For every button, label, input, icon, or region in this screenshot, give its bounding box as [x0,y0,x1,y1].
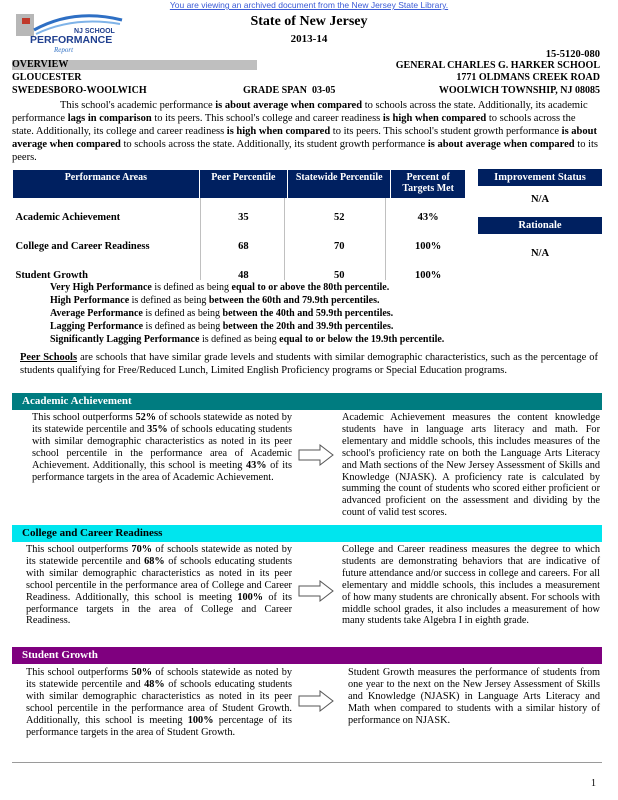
table-header-row [13,170,466,199]
header-peer-percentile: Peer Percentile [199,170,287,199]
row-area: Student Growth [15,270,88,281]
academic-achievement-summary: This school outperforms 52% of schools statewide as noted by its statewide percentile and 35% of schools educating students with similar demographic characteristics as noted in its peer school percentile in the performance area of Academic Achievement. Additionally, this school is meeting 43% of its performance targets in the area of Academic Achievement. [32,412,292,483]
performance-table [12,169,466,281]
section-header-student-growth: Student Growth [12,647,602,664]
archive-notice[interactable]: You are viewing an archived document from the New Jersey State Library. [169,0,449,10]
page-title: State of New Jersey [250,14,368,29]
table-row [13,223,466,252]
student-growth-description: Student Growth measures the performance of students from one year to the next on the New Jersey Assessment of Skills and Knowledge (NJASK) in Language Arts Literacy and Math when compared to students with a similar history of performance on NJASK. [348,667,600,726]
improvement-status-label: Improvement Status [478,169,602,186]
row-targets: 100% [415,270,442,281]
row-targets: 43% [417,212,439,223]
peer-schools-paragraph: Peer Schools are schools that have similar grade levels and students with similar demographic characteristics, such as the percentage of students qualifying for Free/Reduced Lunch, Limited English Proficiency programs or Special Education programs. [20,352,598,376]
rationale-value: N/A [530,248,550,259]
bottom-divider [12,762,602,763]
row-peer: 68 [238,241,249,252]
table-divider [200,198,201,280]
row-area: College and Career Readiness [15,241,150,252]
grade-span [243,85,335,96]
arrow-right-icon [298,580,334,602]
row-state: 50 [333,270,345,281]
row-state: 70 [333,241,345,252]
arrow-right-icon [298,690,334,712]
school-year: 2013-14 [290,33,328,45]
peer-schools-term: Peer Schools [20,352,78,363]
academic-achievement-description: Academic Achievement measures the content knowledge students have in language arts literacy and math. For elementary and middle schools, this includes measures of the school's proficiency rate on both the Language Arts Literacy and Math sections of the New Jersey Assessment of Skills and Knowledge (NJASK). A proficiency rate is calculated by summing the count of students who scored either proficient or advanced proficient on the assessment and dividing by the count of valid test scores. [342,412,600,519]
logo-line3: Report [54,46,74,54]
grade-span-label: GRADE SPAN [243,85,307,96]
table-row [13,199,466,224]
logo-line2: PERFORMANCE [30,34,113,46]
table-divider [385,198,386,280]
row-peer: 48 [238,270,249,281]
header-targets-met: Percent of Targets Met [391,170,466,199]
logo-line1: NJ SCHOOL [74,28,115,35]
district: SWEDESBORO-WOOLWICH [12,85,147,96]
school-code: 15-5120-080 [545,49,600,60]
section-header-college-career-readiness: College and Career Readiness [12,525,602,542]
definition-line: Significantly Lagging Performance is defined as being equal to or below the 19.9th percentile. [50,334,445,345]
table-divider [284,198,285,280]
row-area: Academic Achievement [15,212,121,223]
header-performance-areas: Performance Areas [13,170,200,199]
county: GLOUCESTER [12,72,82,83]
college-career-description: College and Career readiness measures the degree to which students are demonstrating behaviors that are indicative of future attendance and/or success in college and careers. For all elementary and middle schools, this includes a measurement of how many students are chronically absent. For schools with middle school grades, it also includes a measurement of how many students take Algebra I in eighth grade. [342,544,600,627]
definition-line: Very High Performance is defined as being equal to or above the 80th percentile. [50,282,390,293]
improvement-status-value: N/A [530,194,550,205]
school-name: GENERAL CHARLES G. HARKER SCHOOL [395,60,600,71]
row-targets: 100% [415,241,442,252]
page-number: 1 [591,778,596,789]
performance-definitions [50,281,444,346]
header-statewide-percentile: Statewide Percentile [288,170,391,199]
overview-label: OVERVIEW [12,60,257,70]
row-peer: 35 [238,212,249,223]
table-row [13,252,466,281]
row-state: 52 [333,212,345,223]
grade-span-value: 03-05 [311,85,336,96]
section-header-academic-achievement: Academic Achievement [12,393,602,410]
arrow-right-icon [298,444,334,466]
intro-paragraph: This school's academic performance is about average when compared to schools across the state. Additionally, its academic performance lags in comparison to its peers. This school's college and career readiness is high when compared to schools across the state. Additionally, its college and career readiness is high when compared to its peers. This school's student growth performance is about average when compared to schools across the state. Additionally, its student growth performance is about average when compared to its peers. [12,100,598,163]
student-growth-summary: This school outperforms 50% of schools statewide as noted by its statewide percentile and 48% of schools educating students with similar demographic characteristics as noted in its peer school percentile in the performance area of Student Growth. Additionally, this school is meeting 100% percentage of its performance targets in the area of Student Growth. [26,667,292,738]
definition-line: High Performance is defined as being between the 60th and 79.9th percentiles. [50,295,380,306]
definition-line: Average Performance is defined as being between the 40th and 59.9th percentiles. [50,308,394,319]
rationale-label: Rationale [478,217,602,234]
college-career-summary: This school outperforms 70% of schools statewide as noted by its statewide percentile and 68% of schools educating students with similar demographic characteristics as noted in its peer school percentile in the performance area of College and Career Readiness. Additionally, this school is meeting 100% of its performance targets in the area of College and Career Readiness. [26,544,292,627]
definition-line: Lagging Performance is defined as being between the 20th and 39.9th percentiles. [50,321,394,332]
school-address-2: WOOLWICH TOWNSHIP, NJ 08085 [438,85,600,96]
school-address-1: 1771 OLDMANS CREEK ROAD [456,72,600,83]
